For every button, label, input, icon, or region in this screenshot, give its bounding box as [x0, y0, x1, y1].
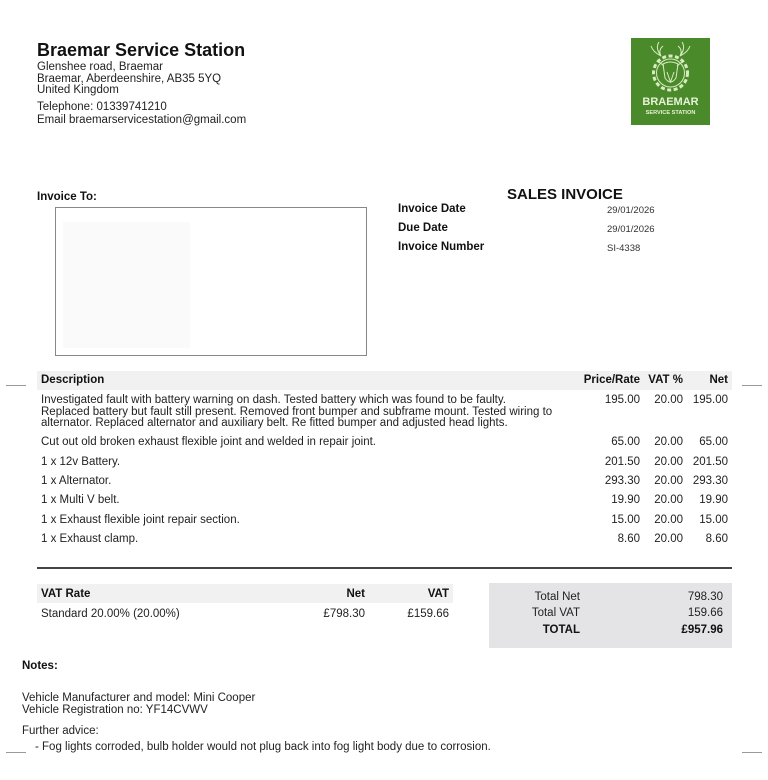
logo-text: BRAEMAR	[642, 96, 699, 108]
vat-row-vat: £159.66	[407, 608, 449, 620]
total-vat-value: 159.66	[687, 607, 723, 619]
fold-mark	[6, 385, 26, 386]
company-logo	[631, 38, 710, 125]
total-value: £957.96	[681, 624, 723, 636]
items-divider	[37, 567, 732, 569]
table-row-description	[41, 395, 552, 430]
description-line: alternator. Replaced alternator and auxiliary belt. Re fitted bumper and adjusted head lights.	[41, 417, 508, 429]
due-date-label: Due Date	[398, 222, 448, 234]
row-net: 15.00	[699, 514, 728, 526]
due-date-value: 29/01/2026	[607, 224, 655, 235]
invoice-title: SALES INVOICE	[507, 186, 623, 203]
row-description: 1 x Alternator.	[41, 475, 112, 487]
vat-col-net: Net	[346, 588, 365, 600]
description-line: Replaced battery but fault still present. Removed front bumper and subframe mount. Tested wiring to	[41, 405, 553, 418]
row-price: 15.00	[611, 514, 640, 526]
row-vat: 20.00	[654, 394, 683, 406]
col-header-net: Net	[709, 374, 728, 386]
invoice-number-value: SI-4338	[607, 243, 641, 254]
total-label: TOTAL	[542, 624, 580, 636]
notes-vehicle	[22, 693, 255, 716]
row-vat: 20.00	[654, 456, 683, 468]
col-header-vat: VAT %	[648, 374, 683, 386]
row-vat: 20.00	[654, 475, 683, 487]
invoice-to-label: Invoice To:	[37, 191, 97, 203]
company-telephone: Telephone: 01339741210	[37, 101, 167, 113]
row-net: 19.90	[699, 494, 728, 506]
row-vat: 20.00	[654, 436, 683, 448]
vat-row-net: £798.30	[323, 608, 365, 620]
row-price: 8.60	[617, 533, 640, 545]
address-line: United Kingdom	[37, 84, 119, 96]
vat-col-vat: VAT	[427, 588, 449, 600]
row-price: 195.00	[604, 394, 640, 406]
total-net-value: 798.30	[687, 591, 723, 603]
address-line: Glenshee road, Braemar	[37, 61, 163, 73]
row-description: 1 x Exhaust clamp.	[41, 533, 139, 545]
total-vat-label: Total VAT	[531, 607, 580, 619]
row-vat: 20.00	[654, 533, 683, 545]
row-price: 201.50	[604, 456, 640, 468]
fold-mark	[742, 752, 762, 753]
invoice-to-redacted-area	[63, 222, 190, 348]
row-description: Cut out old broken exhaust flexible joint and welded in repair joint.	[41, 436, 376, 448]
row-description: 1 x Exhaust flexible joint repair section.	[41, 514, 240, 526]
description-line: Investigated fault with battery warning on dash. Tested battery which was found to be faulty.	[41, 394, 506, 406]
company-address	[37, 62, 221, 97]
company-name: Braemar Service Station	[37, 40, 246, 60]
total-net-label: Total Net	[534, 591, 580, 603]
notes-label: Notes:	[22, 660, 58, 672]
stag-gear-logo-icon	[631, 38, 710, 125]
row-description: 1 x 12v Battery.	[41, 456, 121, 468]
row-vat: 20.00	[654, 514, 683, 526]
vat-col-rate: VAT Rate	[41, 588, 91, 600]
row-price: 19.90	[611, 494, 640, 506]
vehicle-registration: Vehicle Registration no: YF14CVWV	[22, 703, 208, 716]
row-net: 201.50	[692, 456, 728, 468]
company-email: Email braemarservicestation@gmail.com	[37, 113, 247, 126]
row-price: 65.00	[611, 436, 640, 448]
row-net: 8.60	[705, 533, 728, 545]
row-price: 293.30	[604, 475, 640, 487]
company-contact	[37, 101, 246, 126]
address-line: Braemar, Aberdeenshire, AB35 5YQ	[37, 72, 222, 85]
row-net: 293.30	[692, 475, 728, 487]
vat-row-rate: Standard 20.00% (20.00%)	[41, 608, 180, 620]
invoice-number-label: Invoice Number	[398, 241, 485, 253]
fold-mark	[742, 385, 762, 386]
fold-mark	[6, 752, 26, 753]
row-vat: 20.00	[654, 494, 683, 506]
invoice-date-label: Invoice Date	[398, 203, 466, 215]
further-advice-label: Further advice:	[22, 725, 99, 737]
row-net: 65.00	[699, 436, 728, 448]
invoice-date-value: 29/01/2026	[607, 205, 655, 216]
col-header-price: Price/Rate	[583, 374, 640, 386]
row-net: 195.00	[692, 394, 728, 406]
col-header-description: Description	[41, 374, 105, 386]
logo-subtext: SERVICE STATION	[645, 110, 696, 116]
advice-item: - Fog lights corroded, bulb holder would not plug back into fog light body due to corrosion.	[35, 741, 491, 753]
row-description: 1 x Multi V belt.	[41, 494, 120, 506]
vehicle-model: Vehicle Manufacturer and model: Mini Cooper	[22, 692, 256, 704]
